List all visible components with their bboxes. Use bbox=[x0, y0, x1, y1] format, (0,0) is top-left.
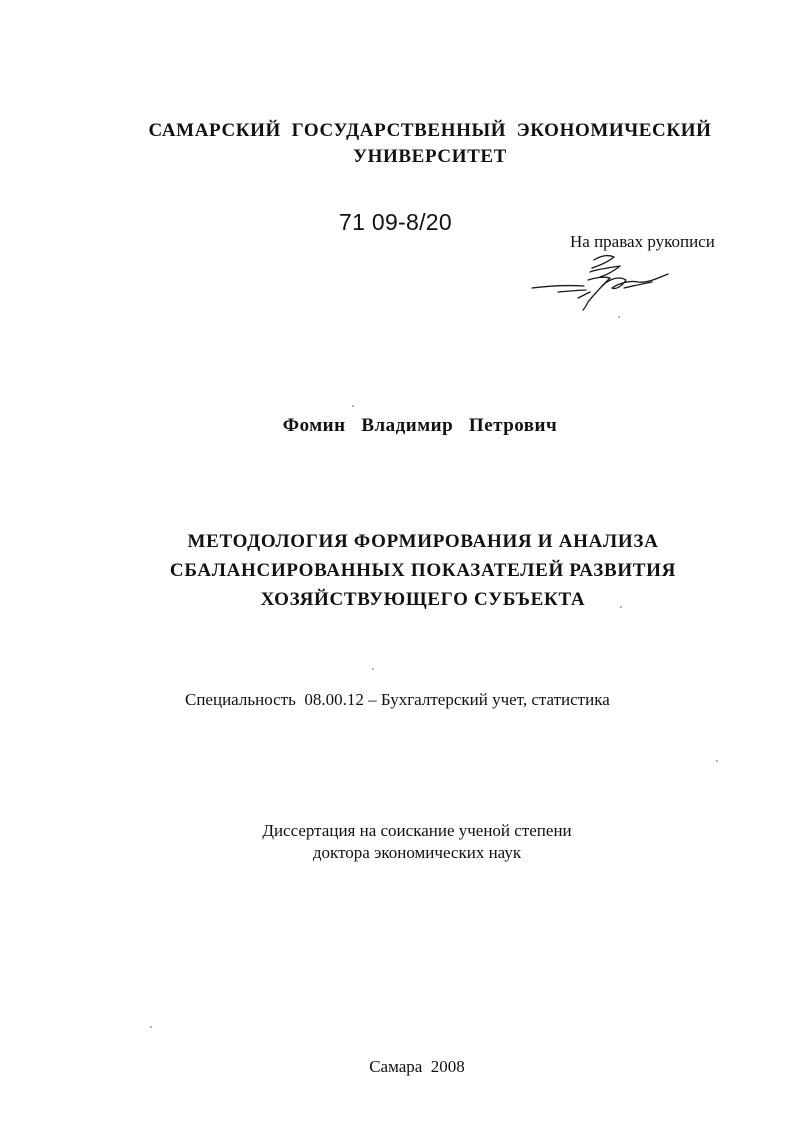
scan-speck bbox=[150, 1026, 152, 1028]
degree-line-1: Диссертация на соискание ученой степени bbox=[262, 821, 572, 840]
dissertation-title bbox=[0, 527, 793, 614]
scan-speck bbox=[352, 405, 354, 407]
manuscript-rights-note: На правах рукописи bbox=[570, 232, 715, 251]
scan-speck bbox=[716, 760, 718, 762]
university-name bbox=[0, 118, 793, 170]
title-line-2: СБАЛАНСИРОВАННЫХ ПОКАЗАТЕЛЕЙ РАЗВИТИЯ bbox=[169, 560, 677, 581]
title-line-1: МЕТОДОЛОГИЯ ФОРМИРОВАНИЯ И АНАЛИЗА bbox=[187, 531, 659, 552]
university-line-1: САМАРСКИЙ ГОСУДАРСТВЕННЫЙ ЭКОНОМИЧЕСКИЙ bbox=[148, 120, 712, 141]
degree-statement bbox=[0, 820, 793, 864]
author-name: Фомин Владимир Петрович bbox=[282, 415, 558, 436]
specialty-line: Специальность 08.00.12 – Бухгалтерский учет, статистика bbox=[185, 690, 610, 709]
registry-code: 71 09-8/20 bbox=[339, 209, 452, 235]
scan-speck bbox=[618, 316, 620, 318]
city-year: Самара 2008 bbox=[369, 1057, 465, 1076]
title-line-3: ХОЗЯЙСТВУЮЩЕГО СУБЪЕКТА bbox=[260, 589, 586, 610]
scan-speck bbox=[372, 668, 374, 670]
degree-line-2: доктора экономических наук bbox=[312, 843, 522, 862]
author-signature bbox=[528, 250, 678, 314]
scan-speck bbox=[620, 606, 622, 608]
university-line-2: УНИВЕРСИТЕТ bbox=[353, 146, 507, 167]
